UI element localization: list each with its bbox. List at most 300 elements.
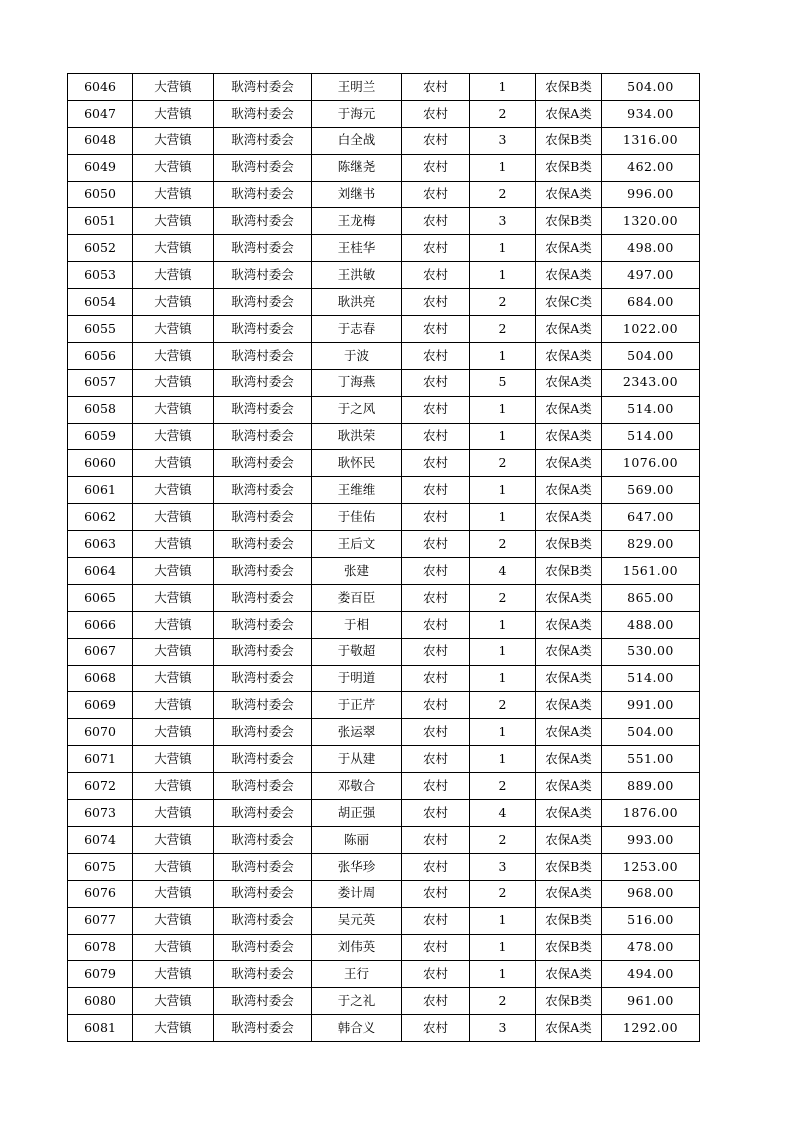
table-row (68, 316, 700, 343)
cell-town: 大营镇 (133, 208, 214, 235)
table-row (68, 154, 700, 181)
cell-household-type: 农村 (402, 988, 470, 1015)
cell-insurance-category: 农保A类 (536, 961, 602, 988)
table-row (68, 988, 700, 1015)
cell-insurance-category: 农保A类 (536, 773, 602, 800)
cell-name: 张运翠 (312, 719, 402, 746)
cell-amount: 514.00 (602, 423, 700, 450)
cell-insurance-category: 农保B类 (536, 208, 602, 235)
cell-household-size: 3 (470, 208, 536, 235)
cell-insurance-category: 农保A类 (536, 450, 602, 477)
cell-household-type: 农村 (402, 100, 470, 127)
cell-household-type: 农村 (402, 773, 470, 800)
cell-insurance-category: 农保A类 (536, 477, 602, 504)
cell-row-number: 6064 (68, 558, 133, 585)
cell-row-number: 6062 (68, 504, 133, 531)
cell-name: 耿怀民 (312, 450, 402, 477)
table-row (68, 342, 700, 369)
cell-household-type: 农村 (402, 826, 470, 853)
cell-row-number: 6067 (68, 638, 133, 665)
table-row (68, 74, 700, 101)
cell-household-type: 农村 (402, 746, 470, 773)
cell-household-type: 农村 (402, 369, 470, 396)
cell-town: 大营镇 (133, 74, 214, 101)
table-row (68, 719, 700, 746)
cell-town: 大营镇 (133, 450, 214, 477)
cell-row-number: 6060 (68, 450, 133, 477)
cell-household-size: 2 (470, 289, 536, 316)
cell-village-committee: 耿湾村委会 (214, 907, 312, 934)
cell-household-type: 农村 (402, 477, 470, 504)
cell-insurance-category: 农保A类 (536, 100, 602, 127)
cell-household-size: 1 (470, 477, 536, 504)
cell-amount: 968.00 (602, 880, 700, 907)
cell-household-size: 2 (470, 181, 536, 208)
cell-name: 于志春 (312, 316, 402, 343)
cell-insurance-category: 农保B类 (536, 127, 602, 154)
table-row (68, 853, 700, 880)
cell-row-number: 6057 (68, 369, 133, 396)
cell-amount: 1876.00 (602, 800, 700, 827)
cell-household-type: 农村 (402, 907, 470, 934)
cell-town: 大营镇 (133, 289, 214, 316)
cell-household-type: 农村 (402, 262, 470, 289)
cell-insurance-category: 农保A类 (536, 611, 602, 638)
cell-name: 于之礼 (312, 988, 402, 1015)
cell-row-number: 6074 (68, 826, 133, 853)
cell-amount: 569.00 (602, 477, 700, 504)
cell-household-size: 4 (470, 558, 536, 585)
cell-household-size: 1 (470, 907, 536, 934)
cell-household-size: 1 (470, 396, 536, 423)
cell-insurance-category: 农保B类 (536, 934, 602, 961)
cell-insurance-category: 农保A类 (536, 504, 602, 531)
cell-town: 大营镇 (133, 154, 214, 181)
cell-row-number: 6070 (68, 719, 133, 746)
cell-household-size: 1 (470, 235, 536, 262)
cell-household-size: 1 (470, 504, 536, 531)
cell-household-size: 2 (470, 880, 536, 907)
cell-insurance-category: 农保B类 (536, 558, 602, 585)
cell-household-type: 农村 (402, 423, 470, 450)
table-row (68, 289, 700, 316)
table-row (68, 504, 700, 531)
cell-insurance-category: 农保B类 (536, 74, 602, 101)
cell-row-number: 6049 (68, 154, 133, 181)
table-row (68, 262, 700, 289)
cell-amount: 1253.00 (602, 853, 700, 880)
cell-village-committee: 耿湾村委会 (214, 127, 312, 154)
cell-household-size: 1 (470, 665, 536, 692)
cell-town: 大营镇 (133, 988, 214, 1015)
cell-household-size: 2 (470, 988, 536, 1015)
records-table (67, 73, 700, 1042)
cell-row-number: 6058 (68, 396, 133, 423)
cell-amount: 829.00 (602, 531, 700, 558)
cell-town: 大营镇 (133, 504, 214, 531)
cell-insurance-category: 农保A类 (536, 719, 602, 746)
cell-name: 于波 (312, 342, 402, 369)
cell-row-number: 6065 (68, 584, 133, 611)
cell-household-type: 农村 (402, 342, 470, 369)
cell-row-number: 6054 (68, 289, 133, 316)
cell-village-committee: 耿湾村委会 (214, 369, 312, 396)
cell-row-number: 6051 (68, 208, 133, 235)
cell-village-committee: 耿湾村委会 (214, 342, 312, 369)
cell-name: 陈丽 (312, 826, 402, 853)
cell-row-number: 6073 (68, 800, 133, 827)
cell-row-number: 6050 (68, 181, 133, 208)
table-row (68, 611, 700, 638)
cell-name: 丁海燕 (312, 369, 402, 396)
cell-household-size: 2 (470, 584, 536, 611)
cell-household-size: 1 (470, 342, 536, 369)
cell-household-size: 3 (470, 127, 536, 154)
cell-household-size: 1 (470, 74, 536, 101)
cell-amount: 497.00 (602, 262, 700, 289)
cell-row-number: 6046 (68, 74, 133, 101)
cell-village-committee: 耿湾村委会 (214, 719, 312, 746)
cell-household-size: 5 (470, 369, 536, 396)
cell-town: 大营镇 (133, 746, 214, 773)
cell-amount: 516.00 (602, 907, 700, 934)
table-row (68, 477, 700, 504)
cell-amount: 1320.00 (602, 208, 700, 235)
cell-town: 大营镇 (133, 907, 214, 934)
cell-row-number: 6068 (68, 665, 133, 692)
cell-amount: 514.00 (602, 396, 700, 423)
table-row (68, 692, 700, 719)
cell-insurance-category: 农保B类 (536, 531, 602, 558)
cell-name: 吴元英 (312, 907, 402, 934)
cell-household-size: 2 (470, 531, 536, 558)
cell-village-committee: 耿湾村委会 (214, 450, 312, 477)
cell-village-committee: 耿湾村委会 (214, 74, 312, 101)
table-row (68, 450, 700, 477)
cell-insurance-category: 农保A类 (536, 746, 602, 773)
cell-town: 大营镇 (133, 316, 214, 343)
cell-village-committee: 耿湾村委会 (214, 1015, 312, 1042)
cell-row-number: 6076 (68, 880, 133, 907)
cell-town: 大营镇 (133, 235, 214, 262)
cell-name: 于佳佑 (312, 504, 402, 531)
cell-village-committee: 耿湾村委会 (214, 558, 312, 585)
cell-household-type: 农村 (402, 181, 470, 208)
cell-name: 张建 (312, 558, 402, 585)
cell-village-committee: 耿湾村委会 (214, 504, 312, 531)
table-row (68, 235, 700, 262)
cell-amount: 504.00 (602, 74, 700, 101)
cell-insurance-category: 农保A类 (536, 235, 602, 262)
cell-household-type: 农村 (402, 289, 470, 316)
cell-village-committee: 耿湾村委会 (214, 531, 312, 558)
cell-row-number: 6055 (68, 316, 133, 343)
cell-name: 王维维 (312, 477, 402, 504)
table-row (68, 181, 700, 208)
cell-household-size: 2 (470, 773, 536, 800)
cell-village-committee: 耿湾村委会 (214, 181, 312, 208)
table-row (68, 369, 700, 396)
cell-village-committee: 耿湾村委会 (214, 289, 312, 316)
cell-household-size: 1 (470, 934, 536, 961)
cell-insurance-category: 农保B类 (536, 988, 602, 1015)
cell-town: 大营镇 (133, 100, 214, 127)
cell-town: 大营镇 (133, 342, 214, 369)
cell-amount: 889.00 (602, 773, 700, 800)
cell-household-type: 农村 (402, 1015, 470, 1042)
cell-insurance-category: 农保A类 (536, 665, 602, 692)
cell-name: 娄计周 (312, 880, 402, 907)
cell-household-type: 农村 (402, 396, 470, 423)
cell-town: 大营镇 (133, 531, 214, 558)
cell-town: 大营镇 (133, 127, 214, 154)
cell-household-type: 农村 (402, 450, 470, 477)
cell-amount: 996.00 (602, 181, 700, 208)
cell-town: 大营镇 (133, 826, 214, 853)
cell-insurance-category: 农保A类 (536, 181, 602, 208)
cell-household-size: 2 (470, 316, 536, 343)
cell-household-size: 1 (470, 611, 536, 638)
cell-town: 大营镇 (133, 665, 214, 692)
cell-amount: 647.00 (602, 504, 700, 531)
cell-town: 大营镇 (133, 719, 214, 746)
cell-village-committee: 耿湾村委会 (214, 100, 312, 127)
cell-village-committee: 耿湾村委会 (214, 773, 312, 800)
cell-village-committee: 耿湾村委会 (214, 396, 312, 423)
cell-village-committee: 耿湾村委会 (214, 611, 312, 638)
cell-town: 大营镇 (133, 773, 214, 800)
cell-amount: 1316.00 (602, 127, 700, 154)
cell-household-type: 农村 (402, 154, 470, 181)
cell-name: 邓敬合 (312, 773, 402, 800)
cell-household-type: 农村 (402, 504, 470, 531)
cell-amount: 504.00 (602, 342, 700, 369)
cell-town: 大营镇 (133, 477, 214, 504)
cell-household-size: 1 (470, 638, 536, 665)
cell-household-type: 农村 (402, 316, 470, 343)
cell-name: 于从建 (312, 746, 402, 773)
cell-name: 刘继书 (312, 181, 402, 208)
cell-village-committee: 耿湾村委会 (214, 316, 312, 343)
cell-insurance-category: 农保B类 (536, 154, 602, 181)
table-row (68, 100, 700, 127)
cell-amount: 551.00 (602, 746, 700, 773)
cell-amount: 462.00 (602, 154, 700, 181)
cell-name: 于海元 (312, 100, 402, 127)
cell-town: 大营镇 (133, 1015, 214, 1042)
cell-name: 王桂华 (312, 235, 402, 262)
cell-household-type: 农村 (402, 584, 470, 611)
cell-name: 王明兰 (312, 74, 402, 101)
cell-row-number: 6071 (68, 746, 133, 773)
cell-name: 于之风 (312, 396, 402, 423)
cell-amount: 1292.00 (602, 1015, 700, 1042)
cell-household-size: 2 (470, 692, 536, 719)
cell-amount: 865.00 (602, 584, 700, 611)
cell-household-size: 1 (470, 262, 536, 289)
cell-row-number: 6052 (68, 235, 133, 262)
cell-household-type: 农村 (402, 235, 470, 262)
cell-insurance-category: 农保A类 (536, 369, 602, 396)
table-row (68, 1015, 700, 1042)
cell-amount: 1022.00 (602, 316, 700, 343)
cell-amount: 991.00 (602, 692, 700, 719)
cell-town: 大营镇 (133, 880, 214, 907)
cell-village-committee: 耿湾村委会 (214, 477, 312, 504)
cell-row-number: 6072 (68, 773, 133, 800)
cell-household-size: 3 (470, 853, 536, 880)
cell-name: 陈继尧 (312, 154, 402, 181)
table-row (68, 638, 700, 665)
cell-name: 王洪敏 (312, 262, 402, 289)
cell-village-committee: 耿湾村委会 (214, 235, 312, 262)
cell-amount: 684.00 (602, 289, 700, 316)
cell-insurance-category: 农保C类 (536, 289, 602, 316)
cell-amount: 2343.00 (602, 369, 700, 396)
table-row (68, 208, 700, 235)
cell-insurance-category: 农保A类 (536, 342, 602, 369)
cell-town: 大营镇 (133, 181, 214, 208)
cell-town: 大营镇 (133, 611, 214, 638)
cell-household-type: 农村 (402, 127, 470, 154)
cell-village-committee: 耿湾村委会 (214, 880, 312, 907)
cell-row-number: 6080 (68, 988, 133, 1015)
cell-household-type: 农村 (402, 800, 470, 827)
cell-town: 大营镇 (133, 584, 214, 611)
cell-town: 大营镇 (133, 800, 214, 827)
cell-name: 于正芹 (312, 692, 402, 719)
cell-village-committee: 耿湾村委会 (214, 423, 312, 450)
cell-name: 刘伟英 (312, 934, 402, 961)
table-row (68, 934, 700, 961)
cell-amount: 488.00 (602, 611, 700, 638)
cell-household-type: 农村 (402, 558, 470, 585)
table-row (68, 127, 700, 154)
cell-amount: 934.00 (602, 100, 700, 127)
cell-row-number: 6048 (68, 127, 133, 154)
cell-household-size: 1 (470, 154, 536, 181)
cell-village-committee: 耿湾村委会 (214, 154, 312, 181)
cell-household-type: 农村 (402, 74, 470, 101)
cell-household-type: 农村 (402, 853, 470, 880)
table-row (68, 423, 700, 450)
cell-insurance-category: 农保B类 (536, 853, 602, 880)
cell-household-size: 2 (470, 450, 536, 477)
cell-household-type: 农村 (402, 531, 470, 558)
cell-village-committee: 耿湾村委会 (214, 934, 312, 961)
cell-town: 大营镇 (133, 396, 214, 423)
cell-row-number: 6066 (68, 611, 133, 638)
cell-village-committee: 耿湾村委会 (214, 584, 312, 611)
cell-household-size: 1 (470, 719, 536, 746)
cell-name: 于相 (312, 611, 402, 638)
records-body (68, 74, 700, 1042)
cell-amount: 498.00 (602, 235, 700, 262)
cell-row-number: 6069 (68, 692, 133, 719)
cell-name: 王龙梅 (312, 208, 402, 235)
cell-amount: 504.00 (602, 719, 700, 746)
cell-amount: 993.00 (602, 826, 700, 853)
cell-household-type: 农村 (402, 611, 470, 638)
table-row (68, 907, 700, 934)
table-row (68, 773, 700, 800)
cell-village-committee: 耿湾村委会 (214, 665, 312, 692)
cell-household-type: 农村 (402, 880, 470, 907)
cell-amount: 478.00 (602, 934, 700, 961)
cell-town: 大营镇 (133, 853, 214, 880)
cell-name: 耿洪荣 (312, 423, 402, 450)
cell-town: 大营镇 (133, 961, 214, 988)
cell-name: 王行 (312, 961, 402, 988)
cell-name: 张华珍 (312, 853, 402, 880)
cell-insurance-category: 农保A类 (536, 826, 602, 853)
cell-town: 大营镇 (133, 369, 214, 396)
cell-amount: 530.00 (602, 638, 700, 665)
cell-name: 于敬超 (312, 638, 402, 665)
cell-row-number: 6053 (68, 262, 133, 289)
cell-household-size: 1 (470, 423, 536, 450)
cell-name: 韩合义 (312, 1015, 402, 1042)
cell-row-number: 6047 (68, 100, 133, 127)
cell-household-size: 4 (470, 800, 536, 827)
cell-row-number: 6077 (68, 907, 133, 934)
cell-household-size: 1 (470, 746, 536, 773)
cell-village-committee: 耿湾村委会 (214, 638, 312, 665)
cell-row-number: 6081 (68, 1015, 133, 1042)
cell-household-size: 2 (470, 100, 536, 127)
table-row (68, 880, 700, 907)
table-row (68, 961, 700, 988)
cell-village-committee: 耿湾村委会 (214, 826, 312, 853)
cell-village-committee: 耿湾村委会 (214, 746, 312, 773)
cell-household-type: 农村 (402, 719, 470, 746)
cell-village-committee: 耿湾村委会 (214, 853, 312, 880)
cell-insurance-category: 农保A类 (536, 396, 602, 423)
cell-insurance-category: 农保A类 (536, 423, 602, 450)
cell-row-number: 6056 (68, 342, 133, 369)
table-row (68, 396, 700, 423)
cell-row-number: 6079 (68, 961, 133, 988)
cell-village-committee: 耿湾村委会 (214, 988, 312, 1015)
cell-name: 王后文 (312, 531, 402, 558)
table-row (68, 665, 700, 692)
table-row (68, 826, 700, 853)
cell-household-type: 农村 (402, 961, 470, 988)
cell-amount: 1561.00 (602, 558, 700, 585)
cell-insurance-category: 农保A类 (536, 262, 602, 289)
cell-insurance-category: 农保A类 (536, 800, 602, 827)
cell-name: 胡正强 (312, 800, 402, 827)
cell-name: 耿洪亮 (312, 289, 402, 316)
cell-village-committee: 耿湾村委会 (214, 262, 312, 289)
cell-town: 大营镇 (133, 692, 214, 719)
cell-insurance-category: 农保B类 (536, 907, 602, 934)
cell-household-type: 农村 (402, 208, 470, 235)
cell-insurance-category: 农保A类 (536, 880, 602, 907)
cell-row-number: 6075 (68, 853, 133, 880)
table-row (68, 746, 700, 773)
cell-name: 于明道 (312, 665, 402, 692)
cell-insurance-category: 农保A类 (536, 692, 602, 719)
cell-town: 大营镇 (133, 262, 214, 289)
cell-insurance-category: 农保A类 (536, 1015, 602, 1042)
cell-household-type: 农村 (402, 934, 470, 961)
cell-household-size: 3 (470, 1015, 536, 1042)
cell-amount: 961.00 (602, 988, 700, 1015)
cell-row-number: 6063 (68, 531, 133, 558)
cell-town: 大营镇 (133, 423, 214, 450)
table-row (68, 558, 700, 585)
